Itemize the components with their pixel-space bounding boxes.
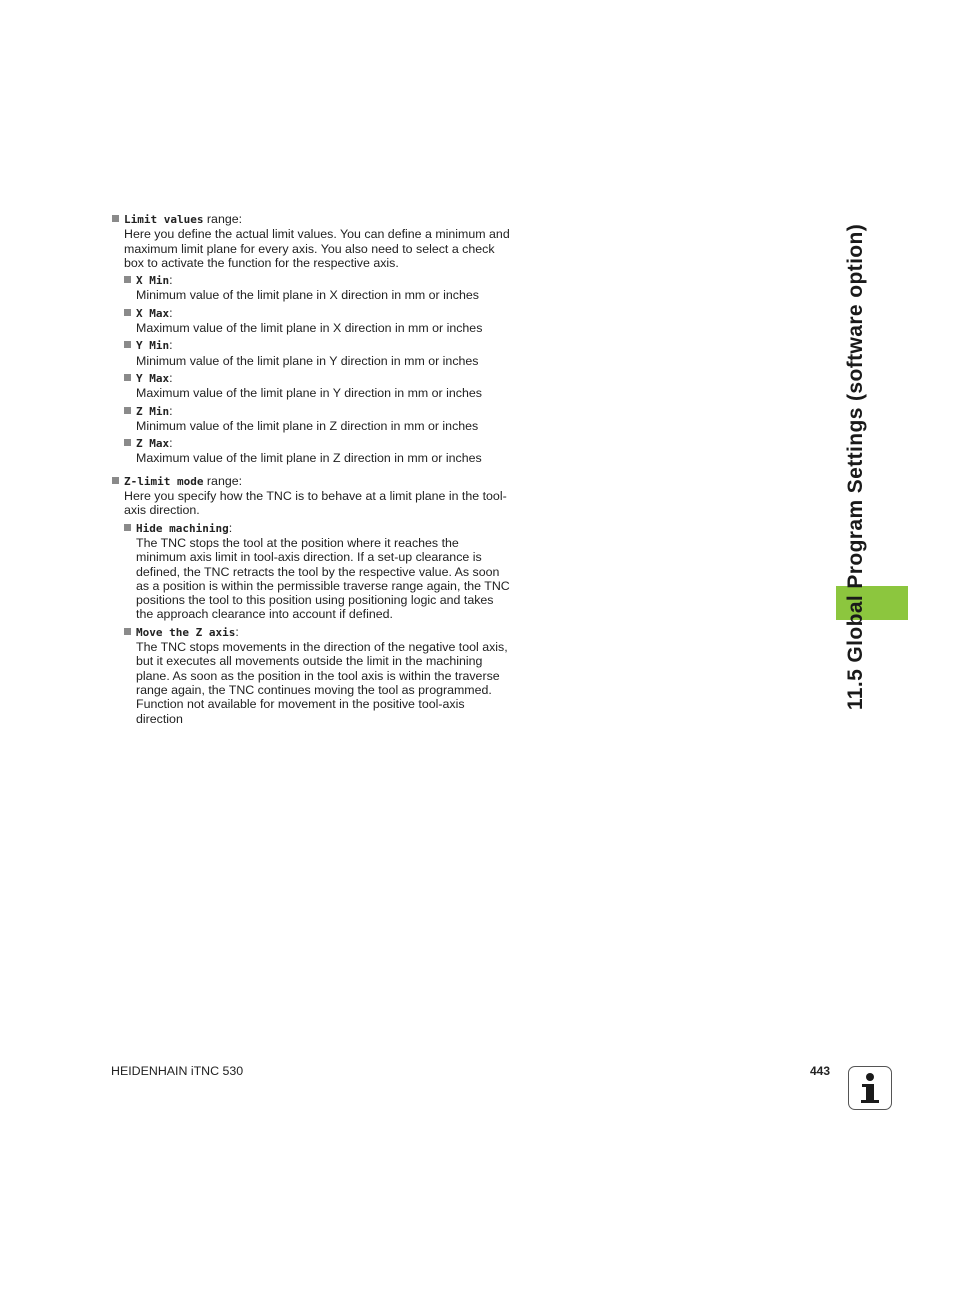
square-bullet-icon	[124, 628, 131, 635]
list-item	[123, 436, 511, 466]
square-bullet-icon	[112, 215, 119, 222]
description: The TNC stops movements in the direction of the negative tool axis, but it executes all movements outside the limit in the machining plane. As soon as the position in the tool axis is within the traverse range again, the TNC continues moving the tool as programmed. Function not available for movement in the positive tool-axis direction	[136, 640, 508, 726]
list-item	[123, 521, 511, 622]
keyword-suffix: :	[228, 520, 233, 535]
description: Minimum value of the limit plane in Y direction in mm or inches	[136, 353, 479, 368]
keyword-suffix: :	[169, 273, 173, 288]
page-number: 443	[809, 1064, 830, 1078]
square-bullet-icon	[124, 524, 131, 531]
description: Here you specify how the TNC is to behave at a limit plane in the tool-axis direction.	[124, 489, 507, 518]
keyword: Hide machining	[136, 521, 229, 535]
keyword: X Min	[136, 274, 170, 288]
keyword-suffix: range:	[203, 473, 243, 488]
list-item	[123, 273, 511, 303]
list-item	[111, 212, 511, 270]
keyword: Limit values	[124, 213, 204, 226]
keyword-suffix: :	[169, 370, 173, 385]
side-title-text: 11.5 Global Program Settings (software option)	[844, 223, 867, 711]
description: Maximum value of the limit plane in Z direction in mm or inches	[136, 451, 482, 466]
sub-list	[111, 521, 511, 726]
keyword-suffix: :	[169, 403, 173, 418]
list-item	[123, 625, 511, 726]
info-icon	[848, 1066, 892, 1110]
keyword: Y Max	[136, 371, 170, 385]
keyword: Z-limit mode	[124, 474, 204, 488]
chapter-side-title	[838, 212, 874, 722]
description: Maximum value of the limit plane in Y direction in mm or inches	[136, 386, 482, 401]
square-bullet-icon	[112, 477, 119, 484]
keyword-suffix: :	[169, 436, 173, 451]
keyword: Move the Z axis	[136, 625, 236, 639]
square-bullet-icon	[124, 276, 131, 283]
square-bullet-icon	[124, 439, 131, 446]
square-bullet-icon	[124, 374, 131, 381]
main-content	[111, 212, 511, 726]
list-item	[111, 474, 511, 518]
keyword: Y Min	[136, 339, 170, 353]
footer-manual-name: HEIDENHAIN iTNC 530	[111, 1064, 244, 1078]
keyword: Z Min	[136, 404, 170, 418]
list-item	[123, 306, 511, 336]
keyword-suffix: range:	[203, 212, 243, 226]
square-bullet-icon	[124, 407, 131, 414]
description: Here you define the actual limit values. You can define a minimum and maximum limit plane for every axis. You also need to select a check box to activate the function for the respective axis.	[124, 227, 510, 270]
list-item	[123, 371, 511, 401]
description: Minimum value of the limit plane in Z direction in mm or inches	[136, 418, 479, 433]
sub-list	[111, 273, 511, 466]
description: Minimum value of the limit plane in X direction in mm or inches	[136, 288, 479, 303]
section-z-limit-mode	[111, 474, 511, 726]
keyword: X Max	[136, 306, 170, 320]
description: The TNC stops the tool at the position where it reaches the minimum axis limit in tool-axis direction. If a set-up clearance is defined, the TNC retracts the tool by the respective value. As soon as a position is within the permissible traverse range again, the TNC positions the tool to this position using positioning logic and takes the approach clearance into account if defined.	[136, 535, 510, 622]
keyword-suffix: :	[169, 338, 173, 353]
square-bullet-icon	[124, 341, 131, 348]
section-limit-values	[111, 212, 511, 466]
keyword-suffix: :	[235, 624, 239, 639]
description: Maximum value of the limit plane in X direction in mm or inches	[136, 321, 483, 336]
list-item	[123, 338, 511, 368]
list-item	[123, 404, 511, 434]
keyword: Z Max	[136, 437, 170, 451]
keyword-suffix: :	[169, 305, 173, 320]
square-bullet-icon	[124, 309, 131, 316]
